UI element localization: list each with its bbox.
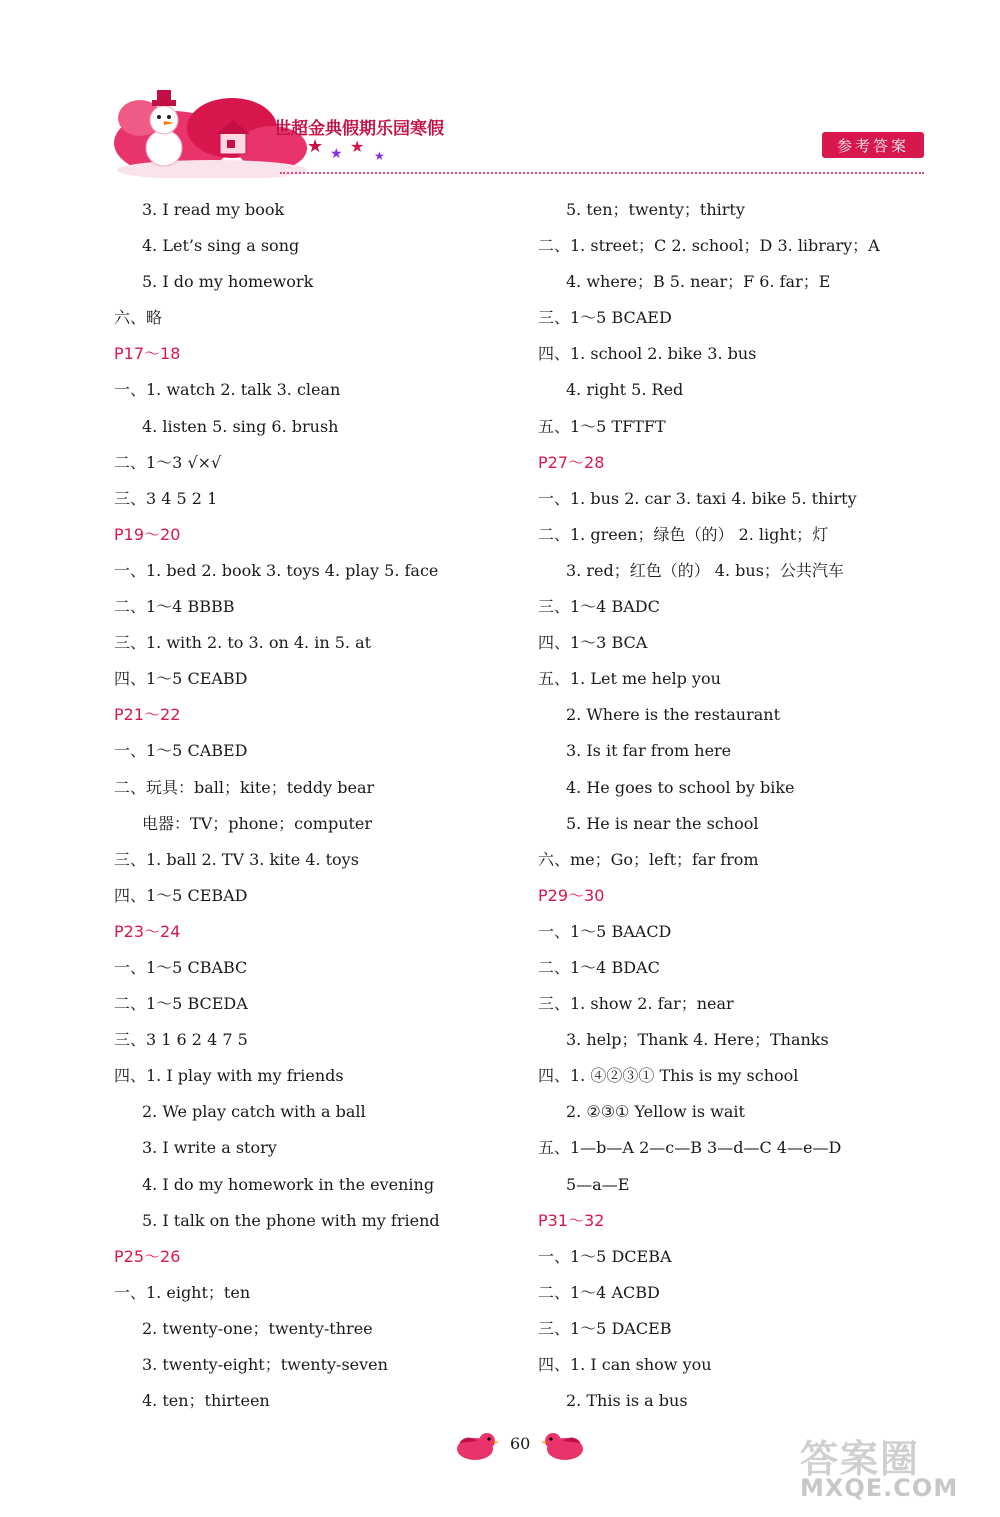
page-range-heading: P25～26 xyxy=(114,1246,181,1266)
series-title: 世超金典假期乐园寒假 xyxy=(274,119,444,139)
answer-line: 二、1. green；绿色（的） 2. light；灯 xyxy=(538,524,829,544)
answer-line: 三、1～5 BCAED xyxy=(538,308,672,328)
answer-line: 3. I write a story xyxy=(142,1138,277,1158)
answer-line: 三、1～5 DACEB xyxy=(538,1318,672,1338)
answer-key-badge: 参考答案 xyxy=(822,132,924,158)
watermark-url: MXQE.COM xyxy=(800,1474,959,1502)
header-dotted-divider xyxy=(280,172,924,174)
answer-line: 一、1. watch 2. talk 3. clean xyxy=(114,380,341,400)
answer-line: 四、1. I play with my friends xyxy=(114,1066,344,1086)
answer-line: 2. ②③① Yellow is wait xyxy=(566,1102,745,1122)
watermark-logo-text: 答案圈 xyxy=(800,1437,921,1481)
answer-line: 二、1～3 √×√ xyxy=(114,452,222,472)
answer-line: 一、1～5 CBABC xyxy=(114,957,248,977)
answer-line: 四、1. ④②③① This is my school xyxy=(538,1066,799,1086)
svg-text:★: ★ xyxy=(374,149,385,163)
right-bird-icon xyxy=(541,1429,585,1463)
answer-line: 5—a—E xyxy=(566,1174,630,1194)
answer-line: 2. We play catch with a ball xyxy=(142,1102,366,1122)
answer-line: 3. twenty-eight；twenty-seven xyxy=(142,1355,388,1374)
answer-line: 一、1～5 CABED xyxy=(114,741,248,761)
page-range-heading: P31～32 xyxy=(538,1210,605,1230)
answer-line: 一、1～5 BAACD xyxy=(538,921,672,941)
answer-line: 三、1. with 2. to 3. on 4. in 5. at xyxy=(114,633,372,653)
right-answer-column xyxy=(538,192,958,1419)
answer-line: 2. Where is the restaurant xyxy=(566,705,780,725)
answer-line: 4. I do my homework in the evening xyxy=(142,1174,435,1194)
answer-line: 5. ten；twenty；thirty xyxy=(566,200,745,219)
answer-line: 3. Is it far from here xyxy=(566,741,732,761)
answer-line: 二、1～4 BBBB xyxy=(114,597,235,617)
answer-line: 4. Let’s sing a song xyxy=(142,236,300,256)
page-range-heading: P19～20 xyxy=(114,524,181,544)
answer-line: 一、1. eight；ten xyxy=(114,1282,251,1302)
answer-line: 六、略 xyxy=(114,308,163,328)
answer-line: 3. red；红色（的） 4. bus；公共汽车 xyxy=(566,560,844,580)
answer-line: 3. help；Thank 4. Here；Thanks xyxy=(566,1030,829,1050)
answer-line: 四、1. school 2. bike 3. bus xyxy=(538,344,757,364)
answer-line: 4. where；B 5. near；F 6. far；E xyxy=(566,272,831,292)
page-range-heading: P23～24 xyxy=(114,921,181,941)
answer-line: 二、1～4 BDAC xyxy=(538,957,660,977)
answer-line: 一、1. bus 2. car 3. taxi 4. bike 5. thirty xyxy=(538,488,857,508)
answer-line: 5. He is near the school xyxy=(566,813,759,833)
answer-line: 2. This is a bus xyxy=(566,1391,688,1411)
answer-line: 三、3 1 6 2 4 7 5 xyxy=(114,1030,248,1050)
answer-line: 五、1—b—A 2—c—B 3—d—C 4—e—D xyxy=(538,1138,842,1158)
answer-line: 3. I read my book xyxy=(142,200,285,219)
answer-line: 5. I do my homework xyxy=(142,272,314,292)
answer-line: 4. right 5. Red xyxy=(566,380,684,400)
answer-line: 三、1. show 2. far；near xyxy=(538,994,734,1014)
left-bird-icon xyxy=(455,1429,499,1463)
answer-line: 4. He goes to school by bike xyxy=(566,777,795,797)
left-answer-column xyxy=(114,192,524,1419)
watermark xyxy=(790,1428,995,1508)
answer-line: 三、1～4 BADC xyxy=(538,597,660,617)
page-footer xyxy=(455,1427,585,1467)
svg-text:★: ★ xyxy=(350,137,365,156)
answer-line: 五、1～5 TFTFT xyxy=(538,416,666,436)
page-header xyxy=(112,88,924,183)
answer-line: 一、1～5 DCEBA xyxy=(538,1246,672,1266)
answer-line: 4. listen 5. sing 6. brush xyxy=(142,416,339,436)
answer-line: 4. ten；thirteen xyxy=(142,1391,270,1411)
page-range-heading: P29～30 xyxy=(538,885,605,905)
answer-line: 二、1～4 ACBD xyxy=(538,1282,660,1302)
answer-line: 四、1. I can show you xyxy=(538,1355,712,1374)
answer-line: 四、1～3 BCA xyxy=(538,633,648,653)
answer-line: 四、1～5 CEBAD xyxy=(114,885,248,905)
answer-line: 电器：TV；phone；computer xyxy=(142,813,373,833)
answer-line: 二、1. street；C 2. school；D 3. library；A xyxy=(538,236,880,256)
answer-line: 一、1. bed 2. book 3. toys 4. play 5. face xyxy=(114,560,439,580)
answer-line: 二、1～5 BCEDA xyxy=(114,994,248,1014)
answer-line: 三、3 4 5 2 1 xyxy=(114,488,218,508)
page-range-heading: P21～22 xyxy=(114,705,181,725)
answer-line: 三、1. ball 2. TV 3. kite 4. toys xyxy=(114,849,359,869)
svg-text:★: ★ xyxy=(307,136,324,157)
page-number: 60 xyxy=(510,1434,531,1453)
answer-line: 五、1. Let me help you xyxy=(538,669,721,689)
answer-line: 四、1～5 CEABD xyxy=(114,669,248,689)
page-range-heading: P17～18 xyxy=(114,344,181,364)
answer-line: 5. I talk on the phone with my friend xyxy=(142,1210,440,1230)
page-range-heading: P27～28 xyxy=(538,452,605,472)
svg-text:★: ★ xyxy=(330,146,343,162)
answer-line: 2. twenty-one；twenty-three xyxy=(142,1318,373,1338)
answer-line: 二、玩具：ball；kite；teddy bear xyxy=(114,777,375,797)
answer-line: 六、me；Go；left；far from xyxy=(538,849,759,869)
